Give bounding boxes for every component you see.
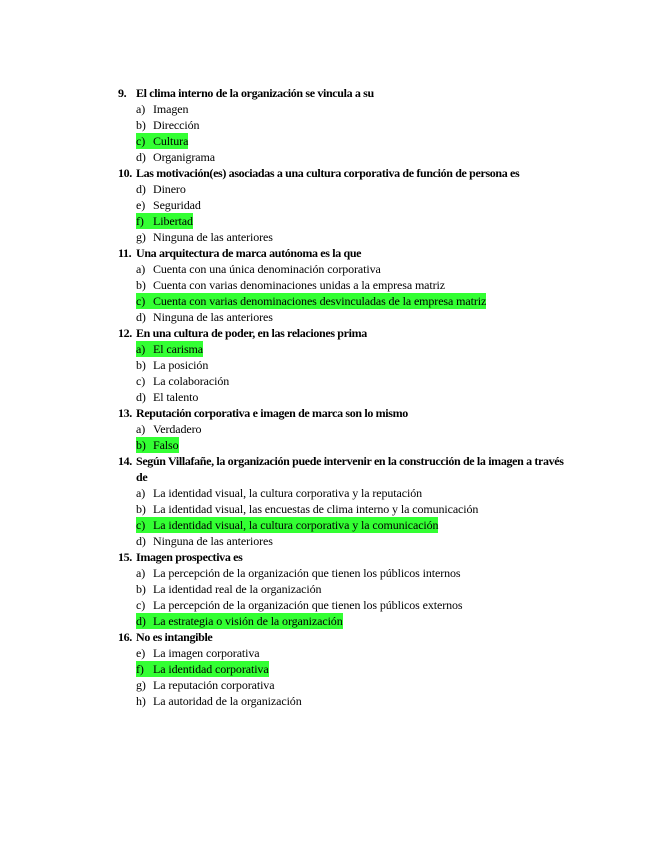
option-text: Libertad (153, 214, 193, 228)
option-letter: c) (136, 598, 146, 612)
question-text: En una cultura de poder, en las relaciones prima (136, 326, 367, 340)
option-text: La colaboración (153, 374, 230, 388)
option-wrap (136, 693, 302, 709)
question-2 (118, 245, 568, 261)
option-wrap (136, 437, 179, 453)
option-text: Seguridad (153, 198, 201, 212)
question-3 (118, 325, 568, 341)
answer-option (118, 597, 568, 613)
option-letter: g) (136, 230, 146, 244)
option-letter: a) (136, 262, 146, 276)
option-wrap (136, 309, 273, 325)
option-text: Ninguna de las anteriores (153, 310, 273, 324)
option-wrap (136, 485, 422, 501)
answer-option (118, 581, 568, 597)
question-1 (118, 165, 568, 181)
answer-option-highlighted (118, 517, 568, 533)
question-number: 12. (118, 326, 132, 340)
question-text: No es intangible (136, 630, 213, 644)
question-number: 15. (118, 550, 132, 564)
question-number: 14. (118, 454, 132, 468)
option-letter: d) (136, 614, 146, 628)
option-text: Cuenta con varias denominaciones desvinculadas de la empresa matriz (153, 294, 487, 308)
answer-option (118, 357, 568, 373)
question-number: 10. (118, 166, 132, 180)
answer-option (118, 149, 568, 165)
option-text: Cuenta con una única denominación corporativa (153, 262, 381, 276)
option-wrap (136, 533, 273, 549)
option-wrap (136, 197, 201, 213)
answer-option-highlighted (118, 293, 568, 309)
question-text: El clima interno de la organización se vincula a su (136, 86, 374, 100)
question-text: Imagen prospectiva es (136, 550, 243, 564)
answer-option-highlighted (118, 213, 568, 229)
answer-option (118, 117, 568, 133)
option-letter: b) (136, 278, 146, 292)
option-wrap (136, 341, 203, 357)
answer-option-highlighted (118, 133, 568, 149)
option-letter: c) (136, 134, 146, 148)
option-wrap (136, 213, 193, 229)
option-wrap (136, 645, 260, 661)
option-wrap (136, 229, 273, 245)
answer-option-highlighted (118, 341, 568, 357)
option-letter: g) (136, 678, 146, 692)
option-text: Cultura (153, 134, 189, 148)
option-text: Verdadero (153, 422, 202, 436)
option-text: El talento (153, 390, 199, 404)
option-wrap (136, 261, 381, 277)
answer-option-highlighted (118, 437, 568, 453)
question-text: Reputación corporativa e imagen de marca son lo mismo (136, 406, 408, 420)
option-wrap (136, 293, 486, 309)
option-letter: b) (136, 438, 146, 452)
question-number: 9. (118, 86, 127, 100)
answer-option (118, 389, 568, 405)
option-text: La autoridad de la organización (153, 694, 302, 708)
option-text: Dinero (153, 182, 186, 196)
option-letter: e) (136, 198, 146, 212)
option-wrap (136, 677, 274, 693)
option-letter: f) (136, 662, 144, 676)
option-wrap (136, 277, 445, 293)
option-text: Organigrama (153, 150, 215, 164)
answer-option (118, 501, 568, 517)
answer-option (118, 101, 568, 117)
option-letter: f) (136, 214, 144, 228)
option-letter: d) (136, 390, 146, 404)
option-text: La posición (153, 358, 209, 372)
option-wrap (136, 597, 463, 613)
question-text: Una arquitectura de marca autónoma es la que (136, 246, 362, 260)
option-letter: d) (136, 534, 146, 548)
option-wrap (136, 389, 198, 405)
option-letter: d) (136, 182, 146, 196)
option-letter: h) (136, 694, 146, 708)
answer-option (118, 181, 568, 197)
option-wrap (136, 373, 229, 389)
question-number: 13. (118, 406, 132, 420)
option-wrap (136, 501, 478, 517)
option-wrap (136, 149, 215, 165)
option-wrap (136, 101, 188, 117)
option-letter: a) (136, 566, 146, 580)
answer-option (118, 373, 568, 389)
option-wrap (136, 133, 188, 149)
question-text: Las motivación(es) asociadas a una cultura corporativa de función de persona es (136, 166, 520, 180)
option-text: La identidad real de la organización (153, 582, 322, 596)
answer-option (118, 645, 568, 661)
option-letter: c) (136, 294, 146, 308)
option-text: La percepción de la organización que tienen los públicos externos (153, 598, 463, 612)
option-letter: d) (136, 310, 146, 324)
question-6 (118, 549, 568, 565)
answer-option (118, 261, 568, 277)
option-letter: a) (136, 102, 146, 116)
option-letter: e) (136, 646, 146, 660)
answer-option-highlighted (118, 613, 568, 629)
option-letter: a) (136, 422, 146, 436)
option-letter: a) (136, 342, 146, 356)
option-text: El carisma (153, 342, 203, 356)
option-text: La identidad visual, la cultura corporativa y la reputación (153, 486, 422, 500)
option-text: Dirección (153, 118, 200, 132)
option-text: La estrategia o visión de la organización (153, 614, 343, 628)
question-0 (118, 85, 568, 101)
question-list (118, 85, 568, 709)
answer-option (118, 421, 568, 437)
option-letter: b) (136, 582, 146, 596)
option-text: Ninguna de las anteriores (153, 534, 273, 548)
answer-option (118, 229, 568, 245)
option-text: Imagen (153, 102, 189, 116)
option-letter: b) (136, 502, 146, 516)
answer-option (118, 565, 568, 581)
answer-option (118, 693, 568, 709)
option-text: La identidad corporativa (153, 662, 269, 676)
option-wrap (136, 357, 208, 373)
answer-option (118, 277, 568, 293)
option-text: La percepción de la organización que tienen los públicos internos (153, 566, 461, 580)
answer-option (118, 197, 568, 213)
option-wrap (136, 517, 438, 533)
option-wrap (136, 581, 321, 597)
option-text: Cuenta con varias denominaciones unidas a la empresa matriz (153, 278, 445, 292)
option-wrap (136, 613, 343, 629)
question-4 (118, 405, 568, 421)
option-wrap (136, 421, 201, 437)
option-text: Falso (153, 438, 179, 452)
option-text: La identidad visual, la cultura corporativa y la comunicación (153, 518, 439, 532)
option-letter: b) (136, 118, 146, 132)
option-wrap (136, 117, 199, 133)
answer-option (118, 677, 568, 693)
option-letter: a) (136, 486, 146, 500)
option-wrap (136, 181, 186, 197)
question-7 (118, 629, 568, 645)
option-text: Ninguna de las anteriores (153, 230, 273, 244)
answer-option (118, 309, 568, 325)
answer-option (118, 533, 568, 549)
question-number: 16. (118, 630, 132, 644)
option-wrap (136, 565, 461, 581)
option-text: La imagen corporativa (153, 646, 260, 660)
option-letter: d) (136, 150, 146, 164)
option-letter: c) (136, 518, 146, 532)
option-letter: c) (136, 374, 146, 388)
question-number: 11. (118, 246, 132, 260)
option-wrap (136, 661, 269, 677)
option-text: La reputación corporativa (153, 678, 275, 692)
answer-option-highlighted (118, 661, 568, 677)
option-text: La identidad visual, las encuestas de clima interno y la comunicación (153, 502, 479, 516)
answer-option (118, 485, 568, 501)
question-5 (118, 453, 568, 485)
question-text: Según Villafañe, la organización puede intervenir en la construcción de la imagen a través de (136, 454, 564, 484)
option-letter: b) (136, 358, 146, 372)
